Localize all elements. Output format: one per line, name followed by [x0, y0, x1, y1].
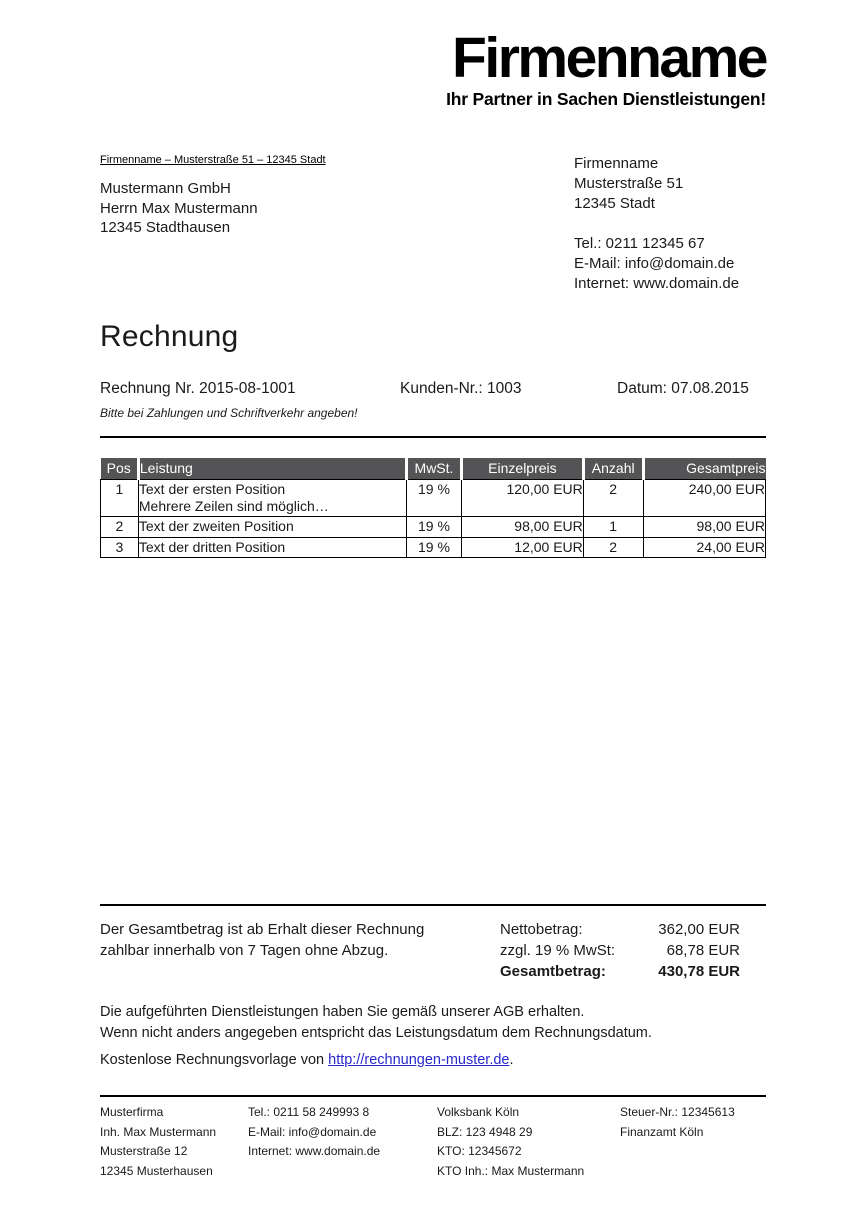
company-tel: Tel.: 0211 12345 67	[574, 235, 705, 252]
cell-gesamtpreis: 240,00 EUR	[643, 480, 765, 517]
divider-above-footer	[100, 1095, 766, 1097]
agb-line: Wenn nicht anders angegeben entspricht das Leistungsdatum dem Rechnungsdatum.	[100, 1025, 652, 1041]
cell-anzahl: 2	[583, 480, 643, 517]
totals-table	[500, 919, 766, 982]
logo-company-name: Firmenname	[452, 26, 766, 90]
recipient-city: 12345 Stadthausen	[100, 219, 231, 236]
line-items-table	[100, 458, 766, 558]
footer-line: BLZ: 123 4948 29	[437, 1124, 533, 1139]
credit-prefix: Kostenlose Rechnungsvorlage von	[100, 1052, 329, 1068]
footer-line: KTO: 12345672	[437, 1144, 522, 1158]
agb-line: Die aufgeführten Dienstleistungen haben Sie gemäß unserer AGB erhalten.	[100, 1004, 585, 1020]
invoice-meta-row	[100, 380, 766, 398]
template-source-link[interactable]: http://rechnungen-muster.de	[328, 1052, 510, 1068]
leistung-line: Text der ersten Position	[138, 481, 286, 497]
header-pos: Pos	[101, 458, 139, 480]
company-info-block	[574, 154, 766, 294]
agb-note	[100, 1002, 766, 1044]
recipient-block	[100, 154, 490, 294]
table-header-row	[101, 458, 766, 480]
table-row	[101, 537, 766, 558]
cell-pos: 2	[101, 517, 139, 538]
recipient-name: Herrn Max Mustermann	[100, 199, 258, 217]
company-internet: Internet: www.domain.de	[574, 275, 740, 292]
cell-einzelpreis: 120,00 EUR	[462, 480, 584, 517]
gesamt-value: 430,78 EUR	[658, 963, 740, 980]
cell-mwst: 19 %	[406, 517, 461, 538]
spacer	[574, 214, 766, 234]
company-logo	[0, 0, 855, 110]
footer-line: Inh. Max Mustermann	[100, 1124, 217, 1139]
divider-above-table	[100, 436, 766, 438]
credit-suffix: .	[509, 1052, 514, 1068]
header-gesamtpreis: Gesamtpreis	[643, 458, 765, 480]
invoice-number: Rechnung Nr. 2015-08-1001	[100, 380, 296, 397]
customer-number: Kunden-Nr.: 1003	[400, 380, 522, 397]
header-leistung: Leistung	[138, 458, 406, 480]
cell-leistung	[138, 480, 406, 517]
footer-line: Volksbank Köln	[437, 1105, 520, 1119]
payment-terms-line: Der Gesamtbetrag ist ab Erhalt dieser Rechnung	[100, 921, 425, 938]
invoice-date: Datum: 07.08.2015	[617, 380, 749, 397]
logo-tagline: Ihr Partner in Sachen Dienstleistungen!	[446, 89, 766, 109]
cell-gesamtpreis: 98,00 EUR	[643, 517, 765, 538]
cell-mwst: 19 %	[406, 537, 461, 558]
company-city: 12345 Stadt	[574, 195, 655, 212]
address-section	[100, 154, 766, 294]
gesamt-row	[500, 961, 740, 982]
cell-leistung: Text der zweiten Position	[138, 517, 406, 538]
netto-row	[500, 919, 740, 940]
footer-contact-column	[248, 1103, 437, 1181]
footer-line: Internet: www.domain.de	[248, 1144, 381, 1158]
company-name: Firmenname	[574, 155, 659, 172]
cell-mwst: 19 %	[406, 480, 461, 517]
header-einzelpreis: Einzelpreis	[462, 458, 584, 480]
sender-return-address: Firmenname – Musterstraße 51 – 12345 Stadt	[100, 154, 326, 166]
company-email: E-Mail: info@domain.de	[574, 255, 735, 272]
netto-label: Nettobetrag:	[500, 921, 583, 938]
cell-einzelpreis: 12,00 EUR	[462, 537, 584, 558]
mwst-row	[500, 940, 740, 961]
divider-above-totals	[100, 904, 766, 906]
cell-pos: 1	[101, 480, 139, 517]
cell-einzelpreis: 98,00 EUR	[462, 517, 584, 538]
template-credit	[100, 1050, 766, 1071]
footer-line: Steuer-Nr.: 12345613	[620, 1105, 735, 1119]
spacer	[100, 558, 766, 904]
recipient-address	[100, 179, 490, 238]
footer-tax-column	[620, 1103, 766, 1181]
cell-pos: 3	[101, 537, 139, 558]
footer-line: Finanzamt Köln	[620, 1124, 704, 1139]
footer-company-column	[100, 1103, 248, 1181]
cell-gesamtpreis: 24,00 EUR	[643, 537, 765, 558]
footer-line: KTO Inh.: Max Mustermann	[437, 1163, 585, 1178]
page-title: Rechnung	[100, 320, 239, 353]
footer-line: E-Mail: info@domain.de	[248, 1124, 377, 1139]
cell-anzahl: 2	[583, 537, 643, 558]
payment-reference-note: Bitte bei Zahlungen und Schriftverkehr angeben!	[100, 406, 358, 420]
table-row	[101, 480, 766, 517]
netto-value: 362,00 EUR	[658, 921, 740, 938]
footer-bank-column	[437, 1103, 620, 1181]
cell-anzahl: 1	[583, 517, 643, 538]
cell-leistung: Text der dritten Position	[138, 537, 406, 558]
totals-section	[100, 919, 766, 982]
payment-terms	[100, 919, 500, 982]
leistung-line: Mehrere Zeilen sind möglich…	[138, 497, 329, 514]
header-anzahl: Anzahl	[583, 458, 643, 480]
footer-line: Musterstraße 12	[100, 1144, 188, 1158]
gesamt-label: Gesamtbetrag:	[500, 963, 606, 980]
header-mwst: MwSt.	[406, 458, 461, 480]
mwst-label: zzgl. 19 % MwSt:	[500, 942, 616, 959]
recipient-company: Mustermann GmbH	[100, 180, 231, 197]
table-row	[101, 517, 766, 538]
company-street: Musterstraße 51	[574, 175, 684, 192]
footer-line: Musterfirma	[100, 1105, 164, 1119]
mwst-value: 68,78 EUR	[666, 942, 740, 959]
footer-line: Tel.: 0211 58 249993 8	[248, 1105, 370, 1119]
footer-line: 12345 Musterhausen	[100, 1163, 213, 1178]
footer	[100, 1103, 766, 1181]
payment-terms-line: zahlbar innerhalb von 7 Tagen ohne Abzug.	[100, 942, 389, 959]
